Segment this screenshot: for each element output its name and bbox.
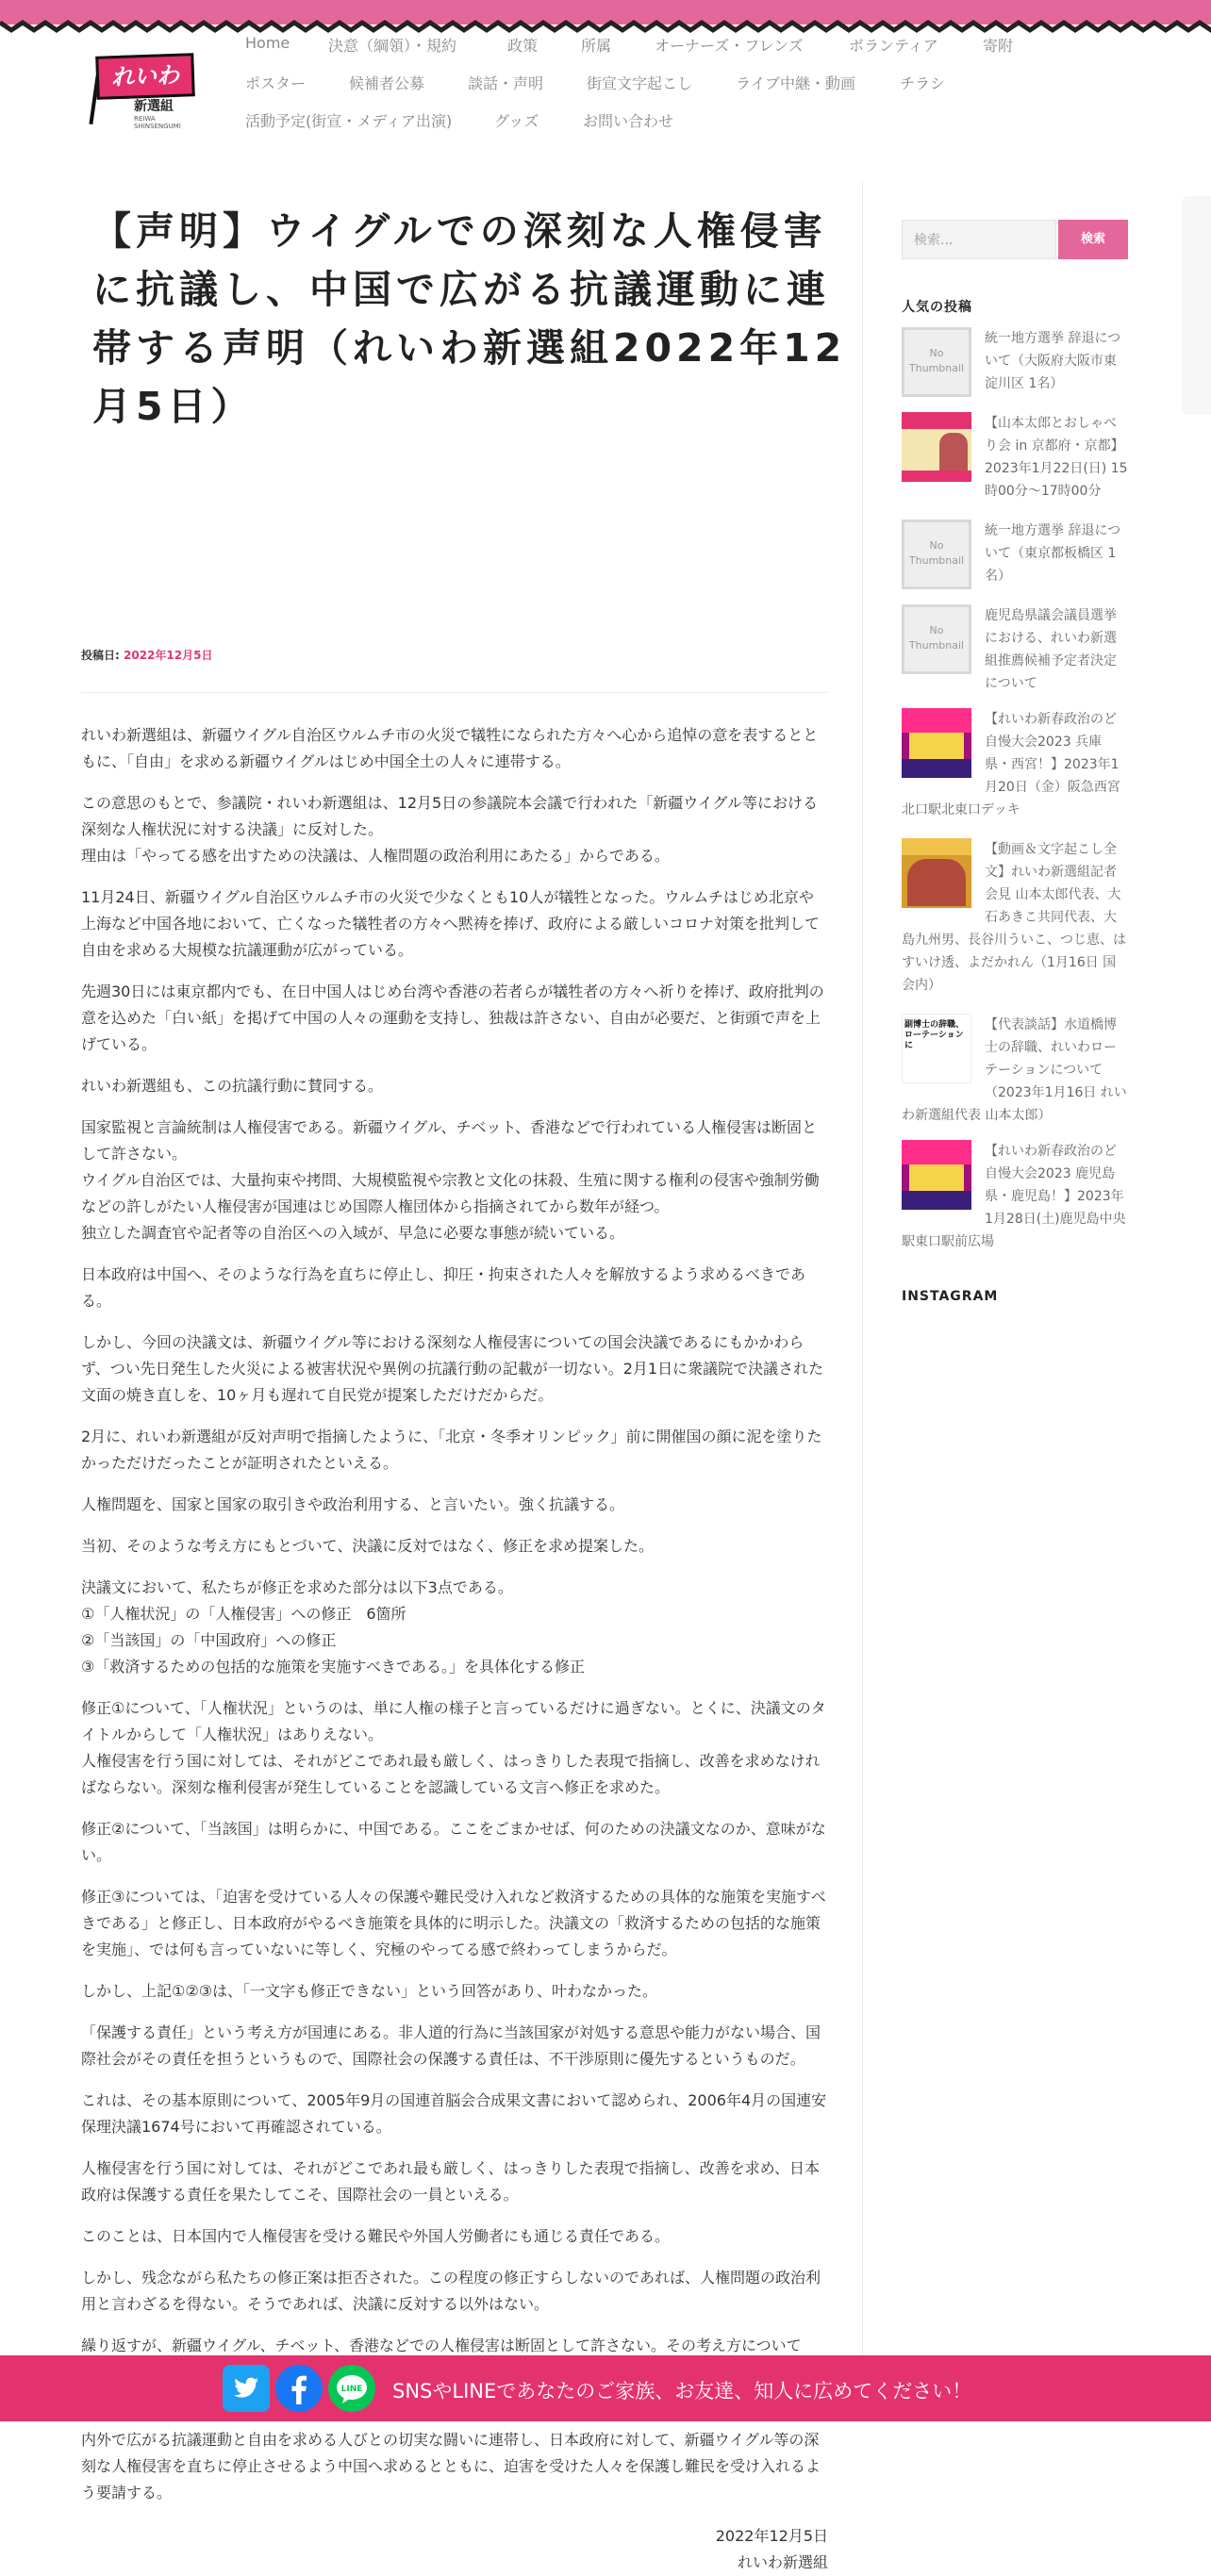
article-line: しかし、残念ながら私たちの修正案は拒否された。この程度の修正すらしないのであれば、人権問題の政治利用と言わざるを得ない。そうであれば、決議に反対する以外はない。 [81, 2269, 821, 2313]
article-line: 独立した調査官や記者等の自治区への入域が、早急に必要な事態が続いている。 [81, 1224, 625, 1242]
sidebar-divider [862, 182, 863, 2379]
nav-item-members[interactable]: 所属 [581, 37, 612, 55]
article-line: 国家監視と言論統制は人権侵害である。新疆ウイグル、チベット、香港などで行われている人権侵害は断固として許さない。 [81, 1118, 818, 1163]
article-paragraph [81, 1816, 828, 1869]
article-line: 人権侵害を行う国に対しては、それがどこであれ最も厳しく、はっきりした表現で指摘し、改善を求め、日本政府は保護する責任を果たしてこそ、国際社会の一員といえる。 [81, 2159, 821, 2204]
article-line: 修正①について、「人権状況」というのは、単に人権の様子と言っているだけに過ぎない。とくに、決議文のタイトルからして「人権状況」はありえない。 [81, 1699, 826, 1743]
nav-item-flyers[interactable]: チラシ [900, 74, 946, 92]
share-bar [0, 2355, 1211, 2421]
article-paragraph [81, 790, 828, 869]
popular-post-5[interactable] [902, 708, 1128, 821]
article-line: これは、その基本原則について、2005年9月の国連首脳会合成果文書において認められ、2006年4月の国連安保理決議1674号において再確認されている。 [81, 2091, 827, 2136]
popular-post-title[interactable]: 統一地方選挙 辞退について（東京都板橋区 1名） [985, 523, 1121, 584]
twitter-icon[interactable] [223, 2365, 270, 2412]
no-thumbnail-placeholder: No Thumbnail [902, 604, 971, 674]
article-line: ③「救済するための包括的な施策を実施すべきである。」を具体化する修正 [81, 1658, 586, 1676]
article-line: れいわ新選組は、新疆ウイグル自治区ウルムチ市の火災で犠牲になられた方々へ心から追悼の意を表するとともに、「自由」を求める新疆ウイグルはじめ中国全土の人々に連帯する。 [81, 726, 819, 770]
nav-item-poster[interactable]: ポスター [245, 74, 307, 92]
popular-post-title[interactable]: 統一地方選挙 辞退について（大阪府大阪市東淀川区 1名） [985, 331, 1121, 391]
article-paragraph [81, 979, 828, 1058]
popular-post-title[interactable]: 鹿児島県議会議員選挙における、れいわ新選組推薦候補予定者決定について [985, 608, 1117, 691]
article-paragraph [81, 2223, 828, 2250]
nav-item-principles[interactable]: 決意（綱領）・規約 [328, 37, 457, 55]
nav-item-owners-friends[interactable]: オーナーズ・フレンズ [655, 37, 804, 55]
article-line: この意思のもとで、参議院・れいわ新選組は、12月5日の参議院本会議で行われた「新疆ウイグル等における深刻な人権状況に対する決議」に反対した。 [81, 794, 818, 838]
nav-item-contact[interactable]: お問い合わせ [583, 112, 674, 130]
no-thumbnail-placeholder: No Thumbnail [902, 520, 971, 589]
article-line: 「保護する責任」という考え方が国連にある。非人道的行為に当該国家が対処する意思や能力がない場合、国際社会がその責任を担うというもので、国際社会の保護する責任は、不干渉原則に優先するというものだ。 [81, 2023, 821, 2068]
facebook-icon[interactable] [275, 2365, 323, 2412]
article-line: 修正③については、「迫害を受けている人々の保護や難民受け入れなど救済するための具体的な施策を実施すべきである」と修正し、日本政府がやるべき施策を具体的に明示した。決議文の「救済するための包括的な施策を実施」、では何も言っていないに等しく、究極のやってる感で終わってしまうからだ。 [81, 1888, 826, 1958]
popular-post-2[interactable] [902, 412, 1128, 503]
nav-item-goods[interactable]: グッズ [494, 112, 539, 130]
no-thumbnail-placeholder: No Thumbnail [902, 327, 971, 397]
article-paragraph [81, 1262, 828, 1314]
article-paragraph [81, 2088, 828, 2140]
article-paragraph [81, 1533, 828, 1560]
post-thumbnail-image[interactable] [902, 412, 971, 482]
post-thumbnail-image[interactable] [902, 708, 971, 778]
article-line: 決議文において、私たちが修正を求めた部分は以下3点である。 [81, 1578, 513, 1596]
article-line: 人権侵害を行う国に対しては、それがどこであれ最も厳しく、はっきりした表現で指摘し、改善を求めなければならない。深刻な権利侵害が発生していることを認識している文言へ修正を求めた。 [81, 1752, 821, 1796]
title-divider [81, 692, 828, 693]
logo-tagline: REIWA SHINSENGUMI [134, 115, 181, 130]
article-paragraph [81, 1329, 828, 1409]
instagram-title: INSTAGRAM [902, 1289, 999, 1304]
article-paragraph [81, 1978, 828, 2005]
article-line: ①「人権状況」の「人権侵害」への修正 6箇所 [81, 1605, 406, 1623]
nav-item-donate[interactable]: 寄附 [983, 37, 1014, 55]
post-thumbnail-image[interactable] [902, 1140, 971, 1210]
article-signature [716, 2523, 828, 2576]
article-line: 人権問題を、国家と国家の取引きや政治利用する、と言いたい。強く抗議する。 [81, 1495, 625, 1513]
signature-org: れいわ新選組 [737, 2553, 828, 2571]
nav-item-schedule[interactable]: 活動予定(街宣・メディア出演) [245, 112, 453, 130]
article-body [81, 722, 828, 2521]
nav-item-candidates[interactable]: 候補者公募 [349, 74, 425, 92]
article-line: 当初、そのような考え方にもとづいて、決議に反対ではなく、修正を求め提案した。 [81, 1537, 655, 1555]
popular-post-1[interactable] [902, 327, 1128, 397]
article-line: 2月に、れいわ新選組が反対声明で指摘したように、「北京・冬季オリンピック」前に開催国の顔に泥を塗りたかっただけだったことが証明されたといえる。 [81, 1428, 822, 1472]
article-paragraph [81, 1695, 828, 1801]
nav-item-transcripts[interactable]: 街宣文字起こし [587, 74, 693, 92]
popular-post-title[interactable]: 【れいわ新春政治のど自慢大会2023 鹿児島県・鹿児島！】2023年1月28日(土)鹿児島中央駅東口駅前広場 [902, 1144, 1126, 1249]
article-paragraph [81, 2265, 828, 2318]
popular-post-title[interactable]: 【山本太郎とおしゃべり会 in 京都府・京都】2023年1月22日(日) 15時00分～17時00分 [985, 416, 1128, 499]
nav-item-live-video[interactable]: ライブ中継・動画 [736, 74, 856, 92]
article-line: ウイグル自治区では、大量拘束や拷問、大規模監視や宗教と文化の抹殺、生殖に関する権利の侵害や強制労働などの許しがたい人権侵害が国連はじめ国際人権団体から指摘されてから数年が経つ。 [81, 1171, 820, 1215]
search-input[interactable]: 検索... [902, 220, 1056, 259]
popular-post-title[interactable]: 【代表談話】水道橋博士の辞職、れいわローテーションについて（2023年1月16日 れいわ新選組代表 山本太郎） [902, 1017, 1127, 1123]
article-paragraph [81, 1073, 828, 1099]
site-logo[interactable] [87, 53, 196, 130]
article-line: 日本政府は中国へ、そのような行為を直ちに停止し、抑圧・拘束された人々を解放するよう求めるべきである。 [81, 1265, 806, 1310]
article-paragraph [81, 1575, 828, 1680]
post-thumbnail-image[interactable]: 副博士の辞職、ローテーションに [902, 1014, 971, 1083]
floating-side-tab[interactable] [1182, 196, 1211, 415]
posted-label: 投稿日: [81, 649, 120, 662]
nav-item-home[interactable]: Home [245, 34, 290, 52]
line-icon-label: LINE [340, 2385, 363, 2394]
share-bar-message: SNSやLINEであなたのご家族、お友達、知人に広めてください！ [392, 2380, 972, 2403]
article-line: 先週30日には東京都内でも、在日中国人はじめ台湾や香港の若者らが犠牲者の方々へ祈りを捧げ、政府批判の意を込めた「白い紙」を掲げて中国の人々の運動を支持し、独裁は許さない、自由が必要だ、と街頭で声を上げている。 [81, 983, 824, 1053]
search-button[interactable]: 検索 [1058, 220, 1128, 259]
article-line: ②「当該国」の「中国政府」への修正 [81, 1631, 337, 1649]
article-paragraph [81, 2020, 828, 2072]
article-line: 理由は「やってる感を出すための決議は、人権問題の政治利用にあたる」からである。 [81, 847, 670, 865]
header-zigzag-band [0, 0, 1211, 36]
article-title: 【声明】ウイグルでの深刻な人権侵害に抗議し、中国で広がる抗議運動に連帯する声明（れいわ新選組2022年12月5日） [92, 208, 847, 429]
article-paragraph [81, 1884, 828, 1963]
article-line: このことは、日本国内で人権侵害を受ける難民や外国人労働者にも通じる責任である。 [81, 2227, 671, 2245]
popular-post-3[interactable] [902, 520, 1128, 589]
article-line: 修正②について、「当該国」は明らかに、中国である。ここをごまかせば、何のための決議文なのか、意味がない。 [81, 1820, 826, 1864]
popular-post-8[interactable] [902, 1140, 1128, 1253]
popular-post-title[interactable]: 【れいわ新春政治のど自慢大会2023 兵庫県・西宮！】2023年1月20日（金）阪急西宮北口駅北東口デッキ [902, 712, 1120, 817]
popular-post-6[interactable] [902, 838, 1128, 997]
article-paragraph [81, 1115, 828, 1247]
line-icon[interactable] [328, 2365, 375, 2412]
post-meta [81, 647, 212, 663]
article-paragraph [81, 1424, 828, 1477]
article-line: れいわ新選組も、この抗議行動に賛同する。 [81, 1077, 384, 1095]
popular-posts-title: 人気の投稿 [902, 300, 972, 315]
article-line: 内外で広がる抗議運動と自由を求める人びとの切実な闘いに連帯し、日本政府に対して、新疆ウイグル等の深刻な人権侵害を直ちに停止させるよう中国へ求めるとともに、迫害を受けた人々を保護し難民を受け入れるよう要請する。 [81, 2431, 821, 2502]
signature-date: 2022年12月5日 [715, 2527, 828, 2545]
article-paragraph [81, 2155, 828, 2208]
article-line: 11月24日、新疆ウイグル自治区ウルムチ市の火災で少なくとも10人が犠牲となった。ウルムチはじめ北京や上海など中国各地において、亡くなった犠牲者の方々へ黙祷を捧げ、政府による厳しいコロナ対策を批判して自由を求める大規模な抗議運動が広がっている。 [81, 888, 821, 959]
article-paragraph [81, 722, 828, 775]
article-paragraph [81, 884, 828, 964]
logo-subtitle: 新選組 [134, 99, 174, 114]
logo-mark: れいわ [95, 53, 195, 100]
popular-post-title[interactable]: 【動画＆文字起こし全文】れいわ新選組記者会見 山本太郎代表、大石あきこ共同代表、大島九州男、長谷川ういこ、つじ恵、はすいけ透、よだかれん（1月16日 国会内） [902, 842, 1126, 993]
article-paragraph [81, 1492, 828, 1518]
popular-post-4[interactable] [902, 604, 1128, 695]
nav-item-volunteer[interactable]: ボランティア [849, 37, 938, 55]
article-line: しかし、上記①②③は、「一文字も修正できない」という回答があり、叶わなかった。 [81, 1982, 658, 2000]
article-line: 繰り返すが、新疆ウイグル、チベット、香港などでの人権侵害は断固として許さない。その考え方について [81, 2337, 802, 2354]
popular-post-7[interactable] [902, 1014, 1128, 1127]
posted-date[interactable]: 2022年12月5日 [124, 649, 213, 662]
nav-item-policy[interactable]: 政策 [507, 37, 539, 55]
post-thumbnail-image[interactable] [902, 838, 971, 908]
article-line: しかし、今回の決議文は、新疆ウイグル等における深刻な人権侵害についての国会決議であるにもかかわらず、つい先日発生した火災による被害状況や異例の抗議行動の記載が一切ない。2月1日に衆議院で決議された文面の焼き直しを、10ヶ月も遅れて自民党が提案しただけだからだ。 [81, 1333, 824, 1404]
nav-item-statements[interactable]: 談話・声明 [468, 74, 544, 92]
